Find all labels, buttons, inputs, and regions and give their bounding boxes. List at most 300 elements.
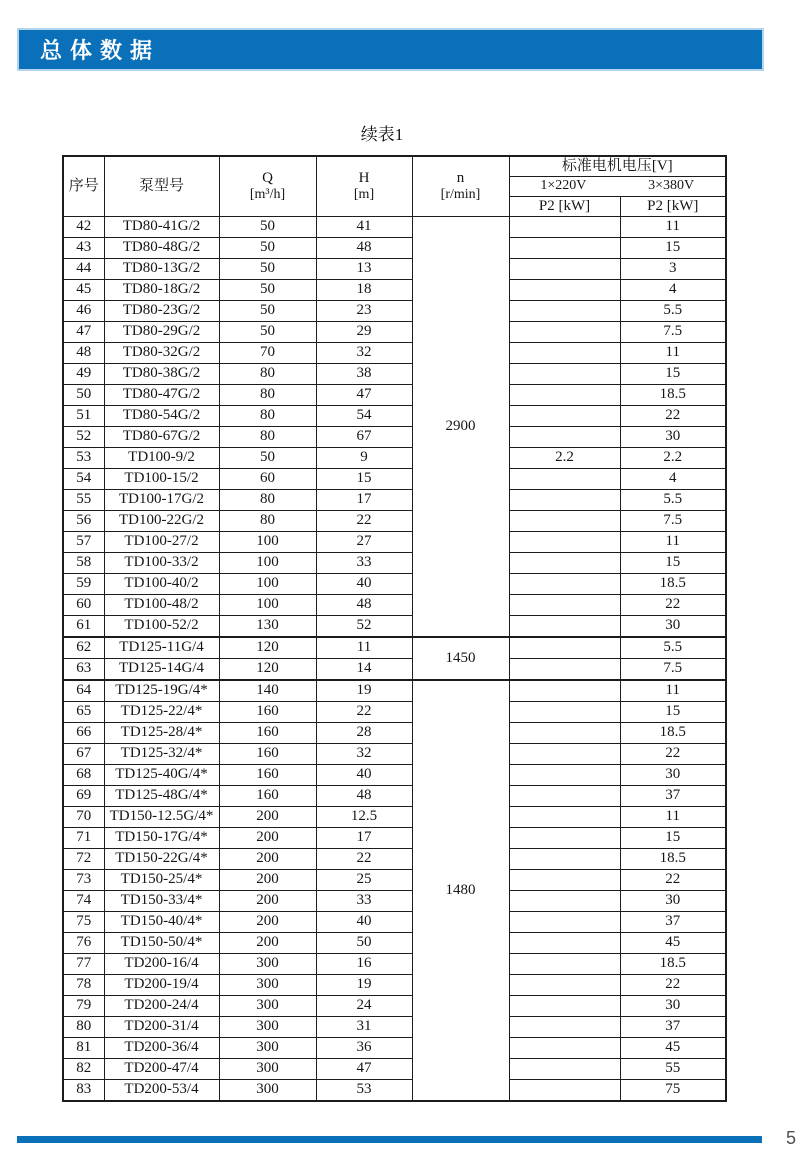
table-cell: TD100-22G/2 <box>104 511 219 532</box>
table-cell: 160 <box>219 786 316 807</box>
table-cell: 72 <box>63 849 104 870</box>
table-cell: TD80-23G/2 <box>104 301 219 322</box>
table-cell: 50 <box>219 238 316 259</box>
table-cell: 80 <box>63 1017 104 1038</box>
col-header-n-unit: [r/min] <box>440 187 481 203</box>
table-cell: 48 <box>316 595 412 616</box>
table-cell: 63 <box>63 659 104 681</box>
table-cell: 300 <box>219 954 316 975</box>
table-cell: TD80-41G/2 <box>104 217 219 238</box>
table-cell: TD200-31/4 <box>104 1017 219 1038</box>
table-cell: 130 <box>219 616 316 638</box>
table-row <box>63 427 726 448</box>
table-cell: TD125-19G/4* <box>104 680 219 702</box>
table-cell: 69 <box>63 786 104 807</box>
table-cell: 40 <box>316 765 412 786</box>
table-cell: 49 <box>63 364 104 385</box>
table-cell <box>509 1017 620 1038</box>
table-cell: 30 <box>620 616 726 638</box>
table-cell: 53 <box>316 1080 412 1102</box>
table-cell: TD125-14G/4 <box>104 659 219 681</box>
table-cell <box>509 659 620 681</box>
table-cell <box>509 807 620 828</box>
table-cell: 48 <box>316 786 412 807</box>
table-cell: 18 <box>316 280 412 301</box>
table-cell: 200 <box>219 891 316 912</box>
table-cell: 28 <box>316 723 412 744</box>
table-cell: TD125-40G/4* <box>104 765 219 786</box>
table-row <box>63 786 726 807</box>
table-cell: TD200-19/4 <box>104 975 219 996</box>
table-cell: 30 <box>620 891 726 912</box>
table-cell: 7.5 <box>620 322 726 343</box>
table-cell: TD200-53/4 <box>104 1080 219 1102</box>
table-cell: 11 <box>620 343 726 364</box>
table-cell: 120 <box>219 659 316 681</box>
pump-table-body <box>63 217 726 1102</box>
table-cell: 80 <box>219 364 316 385</box>
table-cell: 200 <box>219 807 316 828</box>
section-title: 总体数据 <box>40 38 161 63</box>
table-cell: 60 <box>219 469 316 490</box>
speed-cell: 2900 <box>412 217 509 638</box>
table-cell <box>509 975 620 996</box>
table-cell: 75 <box>63 912 104 933</box>
table-row <box>63 616 726 638</box>
table-cell: 42 <box>63 217 104 238</box>
table-cell: 50 <box>219 448 316 469</box>
table-cell <box>509 849 620 870</box>
table-cell: 37 <box>620 1017 726 1038</box>
table-cell: 160 <box>219 744 316 765</box>
table-row <box>63 933 726 954</box>
table-row <box>63 1017 726 1038</box>
table-row <box>63 954 726 975</box>
table-cell: 22 <box>316 849 412 870</box>
table-cell <box>509 723 620 744</box>
table-row <box>63 532 726 553</box>
table-cell: 31 <box>316 1017 412 1038</box>
table-cell: TD150-17G/4* <box>104 828 219 849</box>
table-cell: 5.5 <box>620 301 726 322</box>
table-row <box>63 1038 726 1059</box>
table-cell: 4 <box>620 280 726 301</box>
table-cell: 50 <box>219 259 316 280</box>
col-header-model: 泵型号 <box>104 156 219 217</box>
table-cell: 15 <box>620 238 726 259</box>
table-cell: TD80-48G/2 <box>104 238 219 259</box>
table-row <box>63 807 726 828</box>
table-cell: 67 <box>63 744 104 765</box>
table-caption: 续表1 <box>360 125 404 144</box>
table-row <box>63 385 726 406</box>
table-cell: TD150-50/4* <box>104 933 219 954</box>
col-header-p2-380: P2 [kW] <box>620 197 726 217</box>
table-row <box>63 870 726 891</box>
table-cell: TD125-11G/4 <box>104 637 219 659</box>
table-cell: 54 <box>316 406 412 427</box>
table-row <box>63 659 726 681</box>
table-cell: 18.5 <box>620 574 726 595</box>
table-cell: 48 <box>316 238 412 259</box>
table-cell: 33 <box>316 891 412 912</box>
table-row <box>63 406 726 427</box>
table-cell: TD100-40/2 <box>104 574 219 595</box>
table-cell: TD80-18G/2 <box>104 280 219 301</box>
table-cell: TD150-40/4* <box>104 912 219 933</box>
table-cell: 60 <box>63 595 104 616</box>
table-cell: 55 <box>620 1059 726 1080</box>
table-cell: 80 <box>219 406 316 427</box>
table-cell: TD150-12.5G/4* <box>104 807 219 828</box>
table-cell <box>509 616 620 638</box>
table-row <box>63 469 726 490</box>
table-cell: TD80-29G/2 <box>104 322 219 343</box>
table-cell: 50 <box>219 217 316 238</box>
table-cell: 140 <box>219 680 316 702</box>
table-cell <box>509 217 620 238</box>
table-cell: 4 <box>620 469 726 490</box>
table-cell <box>509 680 620 702</box>
table-cell: TD80-47G/2 <box>104 385 219 406</box>
col-header-voltage-group: 标准电机电压[V] <box>509 156 726 177</box>
table-cell: TD100-27/2 <box>104 532 219 553</box>
table-row <box>63 553 726 574</box>
table-cell: 30 <box>620 765 726 786</box>
table-cell <box>509 1059 620 1080</box>
table-cell: 2.2 <box>509 448 620 469</box>
table-cell: 66 <box>63 723 104 744</box>
table-row <box>63 490 726 511</box>
table-cell: 48 <box>63 343 104 364</box>
table-cell <box>509 490 620 511</box>
table-row <box>63 280 726 301</box>
table-cell <box>509 469 620 490</box>
table-cell: 74 <box>63 891 104 912</box>
table-cell: 53 <box>63 448 104 469</box>
table-cell <box>509 385 620 406</box>
table-cell: 15 <box>620 553 726 574</box>
table-row <box>63 975 726 996</box>
table-cell: 32 <box>316 744 412 765</box>
table-cell <box>509 238 620 259</box>
table-cell <box>509 828 620 849</box>
table-cell: 77 <box>63 954 104 975</box>
table-cell: 18.5 <box>620 385 726 406</box>
table-cell <box>509 574 620 595</box>
col-header-q-symbol: Q <box>262 169 273 186</box>
table-row <box>63 343 726 364</box>
col-header-seq: 序号 <box>63 156 104 217</box>
table-cell <box>509 786 620 807</box>
table-cell: 54 <box>63 469 104 490</box>
table-cell: 52 <box>316 616 412 638</box>
table-cell: 58 <box>63 553 104 574</box>
table-cell: 62 <box>63 637 104 659</box>
table-cell <box>509 702 620 723</box>
table-cell <box>509 891 620 912</box>
table-cell <box>509 637 620 659</box>
table-row <box>63 1080 726 1102</box>
table-row <box>63 996 726 1017</box>
footer-rule-bar <box>17 1136 762 1143</box>
table-cell: 73 <box>63 870 104 891</box>
table-cell: 160 <box>219 765 316 786</box>
table-row <box>63 217 726 238</box>
table-cell: 19 <box>316 975 412 996</box>
table-cell: 200 <box>219 912 316 933</box>
table-cell: 25 <box>316 870 412 891</box>
table-cell <box>509 280 620 301</box>
table-row <box>63 595 726 616</box>
table-cell: TD200-16/4 <box>104 954 219 975</box>
table-cell <box>509 933 620 954</box>
table-cell: TD80-54G/2 <box>104 406 219 427</box>
table-cell: 22 <box>620 595 726 616</box>
table-cell: 300 <box>219 975 316 996</box>
table-cell: 68 <box>63 765 104 786</box>
table-cell <box>509 996 620 1017</box>
table-cell: 18.5 <box>620 849 726 870</box>
table-row <box>63 448 726 469</box>
table-row <box>63 723 726 744</box>
table-cell: 14 <box>316 659 412 681</box>
table-cell: 44 <box>63 259 104 280</box>
table-row <box>63 322 726 343</box>
table-cell <box>509 870 620 891</box>
table-cell: TD100-9/2 <box>104 448 219 469</box>
table-cell: TD125-32/4* <box>104 744 219 765</box>
table-row <box>63 1059 726 1080</box>
table-cell: TD200-36/4 <box>104 1038 219 1059</box>
table-row <box>63 680 726 702</box>
table-row <box>63 364 726 385</box>
table-cell: 24 <box>316 996 412 1017</box>
table-row <box>63 511 726 532</box>
table-cell: 64 <box>63 680 104 702</box>
table-cell <box>509 954 620 975</box>
table-cell: 76 <box>63 933 104 954</box>
table-cell: 36 <box>316 1038 412 1059</box>
table-cell: 100 <box>219 553 316 574</box>
table-cell: 12.5 <box>316 807 412 828</box>
table-cell <box>509 427 620 448</box>
table-cell: 11 <box>620 807 726 828</box>
table-cell: 33 <box>316 553 412 574</box>
table-cell: 200 <box>219 933 316 954</box>
table-cell: 23 <box>316 301 412 322</box>
table-header-row-1 <box>63 156 726 177</box>
table-cell: 45 <box>620 933 726 954</box>
table-cell: 7.5 <box>620 511 726 532</box>
col-header-q <box>219 156 316 217</box>
table-cell: 17 <box>316 490 412 511</box>
table-cell: 50 <box>219 322 316 343</box>
table-cell: 59 <box>63 574 104 595</box>
table-cell: 22 <box>316 702 412 723</box>
speed-cell: 1480 <box>412 680 509 1101</box>
table-cell: 22 <box>620 744 726 765</box>
col-header-q-unit: [m³/h] <box>249 187 286 203</box>
table-cell: 18.5 <box>620 723 726 744</box>
table-cell: 37 <box>620 786 726 807</box>
table-cell: TD100-17G/2 <box>104 490 219 511</box>
table-cell: 300 <box>219 1080 316 1102</box>
table-cell: 50 <box>316 933 412 954</box>
table-cell: 15 <box>316 469 412 490</box>
table-row <box>63 574 726 595</box>
table-cell: 120 <box>219 637 316 659</box>
table-cell <box>509 532 620 553</box>
table-cell: 50 <box>219 280 316 301</box>
table-cell: TD80-38G/2 <box>104 364 219 385</box>
table-cell: 52 <box>63 427 104 448</box>
table-cell: 47 <box>63 322 104 343</box>
table-cell: 18.5 <box>620 954 726 975</box>
table-cell: 2.2 <box>620 448 726 469</box>
table-cell: TD125-22/4* <box>104 702 219 723</box>
table-cell: 37 <box>620 912 726 933</box>
table-cell: 80 <box>219 427 316 448</box>
table-cell <box>509 322 620 343</box>
table-cell: TD80-67G/2 <box>104 427 219 448</box>
table-cell: 160 <box>219 723 316 744</box>
table-cell: TD100-48/2 <box>104 595 219 616</box>
table-cell: 65 <box>63 702 104 723</box>
table-cell: 57 <box>63 532 104 553</box>
table-cell: TD100-52/2 <box>104 616 219 638</box>
table-cell: 40 <box>316 912 412 933</box>
table-cell <box>509 912 620 933</box>
table-cell: 80 <box>219 490 316 511</box>
speed-cell: 1450 <box>412 637 509 680</box>
table-cell <box>509 364 620 385</box>
page-number: 5 <box>786 1128 797 1148</box>
table-cell: 7.5 <box>620 659 726 681</box>
table-cell: 67 <box>316 427 412 448</box>
table-cell: 200 <box>219 849 316 870</box>
table-cell: TD200-24/4 <box>104 996 219 1017</box>
table-cell: 43 <box>63 238 104 259</box>
table-cell: 29 <box>316 322 412 343</box>
table-cell: 51 <box>63 406 104 427</box>
col-header-n <box>412 156 509 217</box>
table-cell: 100 <box>219 574 316 595</box>
table-cell: 27 <box>316 532 412 553</box>
table-cell: 15 <box>620 828 726 849</box>
table-cell <box>509 1080 620 1102</box>
col-header-h-unit: [m] <box>353 187 375 203</box>
table-cell <box>509 744 620 765</box>
table-cell: 300 <box>219 1038 316 1059</box>
table-cell: 45 <box>63 280 104 301</box>
table-cell: 3 <box>620 259 726 280</box>
table-cell: TD80-13G/2 <box>104 259 219 280</box>
section-header-bar <box>17 28 764 71</box>
table-cell: TD150-33/4* <box>104 891 219 912</box>
table-cell: 45 <box>620 1038 726 1059</box>
table-cell: 100 <box>219 532 316 553</box>
table-row <box>63 828 726 849</box>
table-cell <box>509 595 620 616</box>
table-cell: 5.5 <box>620 490 726 511</box>
table-cell: TD150-25/4* <box>104 870 219 891</box>
table-cell <box>509 343 620 364</box>
table-cell: 79 <box>63 996 104 1017</box>
table-cell: 22 <box>620 406 726 427</box>
table-cell: 17 <box>316 828 412 849</box>
table-row <box>63 891 726 912</box>
col-header-380v: 3×380V <box>648 178 695 194</box>
table-cell: TD200-47/4 <box>104 1059 219 1080</box>
table-row <box>63 765 726 786</box>
table-row <box>63 238 726 259</box>
table-cell: 22 <box>620 975 726 996</box>
table-cell <box>509 553 620 574</box>
table-cell: 83 <box>63 1080 104 1102</box>
table-cell: 56 <box>63 511 104 532</box>
table-cell: 5.5 <box>620 637 726 659</box>
table-cell: 38 <box>316 364 412 385</box>
table-cell: 55 <box>63 490 104 511</box>
table-cell: 200 <box>219 870 316 891</box>
table-cell: 19 <box>316 680 412 702</box>
table-cell: 61 <box>63 616 104 638</box>
table-cell: 81 <box>63 1038 104 1059</box>
table-row <box>63 259 726 280</box>
table-cell <box>509 765 620 786</box>
table-cell <box>509 259 620 280</box>
table-cell: 82 <box>63 1059 104 1080</box>
table-cell: 50 <box>219 301 316 322</box>
table-row <box>63 744 726 765</box>
table-cell: TD80-32G/2 <box>104 343 219 364</box>
table-cell: 11 <box>316 637 412 659</box>
table-cell: 41 <box>316 217 412 238</box>
table-cell: 300 <box>219 1059 316 1080</box>
table-cell: 80 <box>219 385 316 406</box>
table-cell: 16 <box>316 954 412 975</box>
table-row <box>63 702 726 723</box>
table-row <box>63 301 726 322</box>
table-cell: 75 <box>620 1080 726 1102</box>
table-cell: 71 <box>63 828 104 849</box>
table-cell <box>509 301 620 322</box>
table-cell: TD100-33/2 <box>104 553 219 574</box>
table-cell: 300 <box>219 996 316 1017</box>
table-cell: 160 <box>219 702 316 723</box>
table-cell: 15 <box>620 364 726 385</box>
table-cell: TD100-15/2 <box>104 469 219 490</box>
table-cell: 70 <box>219 343 316 364</box>
table-cell: 11 <box>620 532 726 553</box>
table-cell: 47 <box>316 1059 412 1080</box>
table-cell <box>509 406 620 427</box>
table-cell: 22 <box>620 870 726 891</box>
table-cell: 40 <box>316 574 412 595</box>
table-cell: TD125-48G/4* <box>104 786 219 807</box>
table-cell: 100 <box>219 595 316 616</box>
table-cell: 11 <box>620 680 726 702</box>
table-cell: 80 <box>219 511 316 532</box>
table-row <box>63 849 726 870</box>
table-cell: 200 <box>219 828 316 849</box>
table-cell: 15 <box>620 702 726 723</box>
table-cell: 30 <box>620 427 726 448</box>
col-header-220v: 1×220V <box>540 178 587 194</box>
table-cell: 9 <box>316 448 412 469</box>
table-cell: TD150-22G/4* <box>104 849 219 870</box>
